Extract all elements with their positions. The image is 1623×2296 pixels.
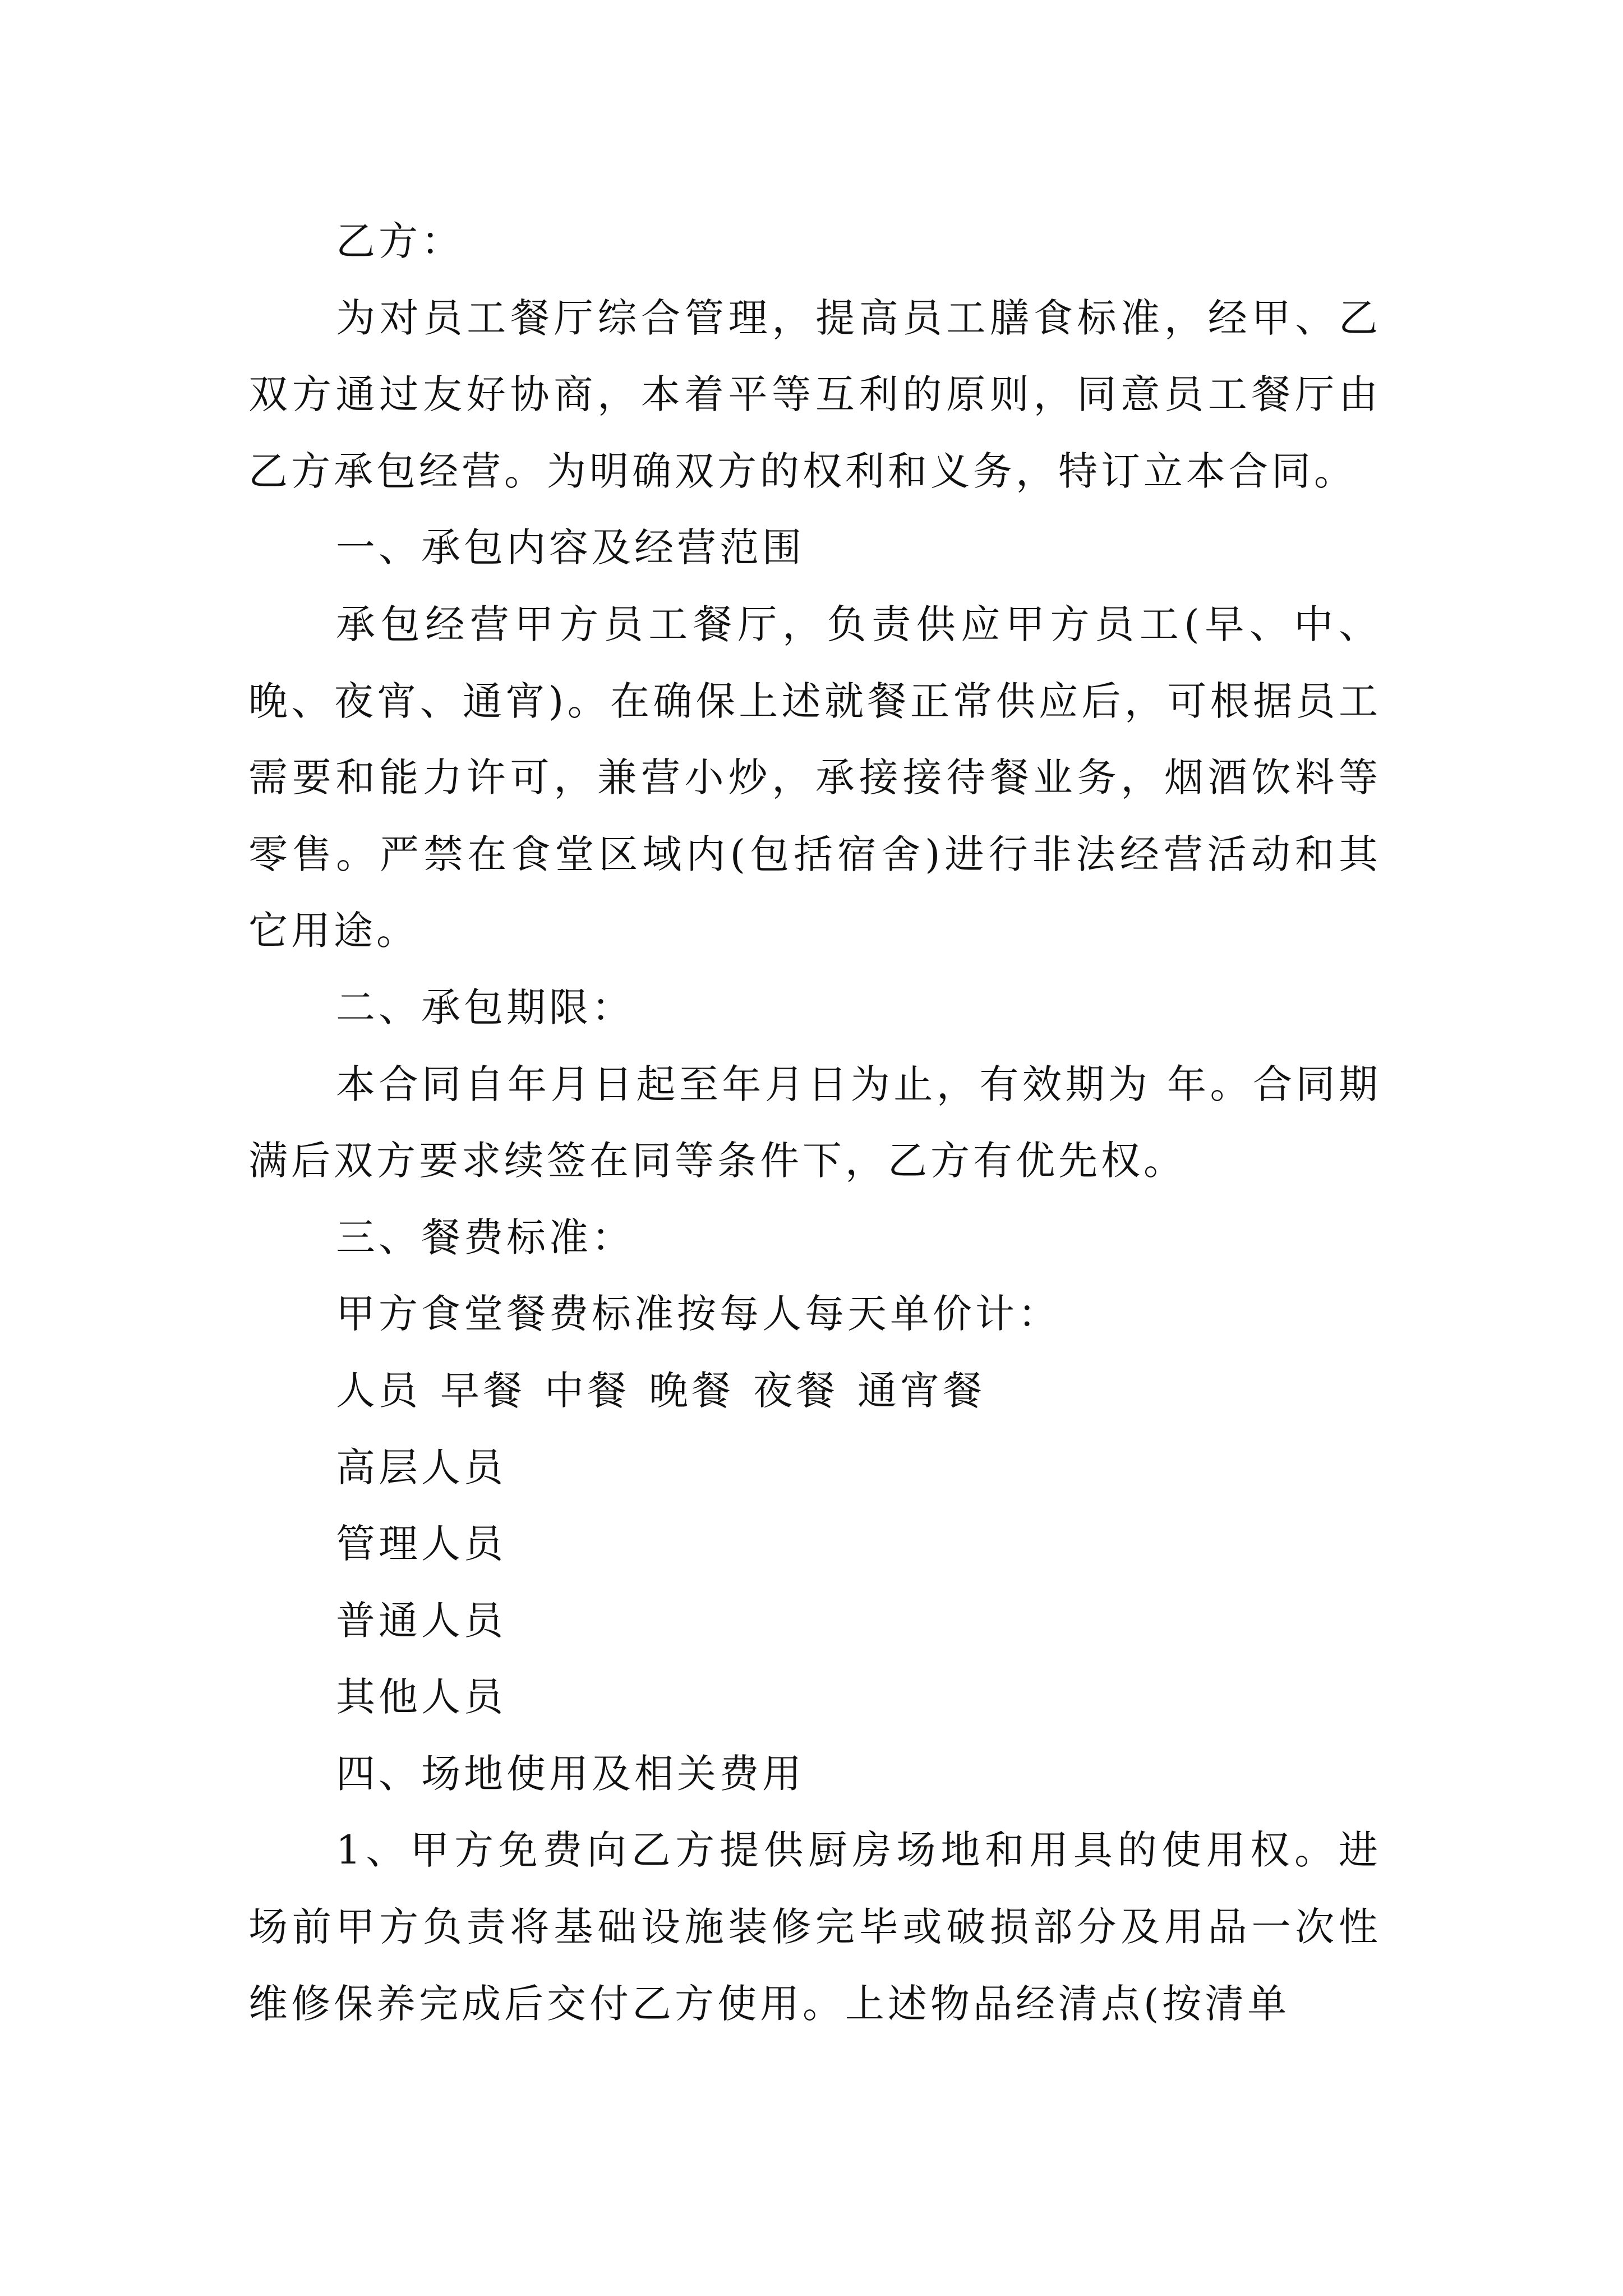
document-body: [248, 203, 1381, 2042]
meal-table-row: 管理人员: [336, 1521, 506, 1567]
meal-table-row: 其他人员: [336, 1674, 506, 1720]
meal-table-header-cell: 夜餐: [753, 1367, 838, 1414]
meal-table-row: 高层人员: [336, 1444, 506, 1490]
meal-table-header-cell: 中餐: [545, 1367, 630, 1414]
section-3-paragraph: 甲方食堂餐费标准按每人每天单价计：: [336, 1291, 1061, 1337]
meal-table-header-cell: 早餐: [440, 1367, 525, 1414]
section-2-paragraph: 本合同自年月日起至年月日为止，有效期为 年。合同期满后双方要求续签在同等条件下，乙方有优先权。: [248, 1061, 1381, 1184]
meal-table-header: [248, 1352, 1381, 1429]
section-1-heading: 一、承包内容及经营范围: [336, 524, 805, 571]
party-b-line: 乙方：: [336, 218, 464, 264]
meal-table-header-cell: 通宵餐: [857, 1367, 985, 1414]
meal-table-header-cell: 人员: [336, 1367, 421, 1414]
section-2-heading: 二、承包期限：: [336, 984, 634, 1030]
section-3-heading: 三、餐费标准：: [336, 1214, 634, 1260]
meal-table-header-cell: 晚餐: [649, 1367, 734, 1414]
section-4-item-1: 1、甲方免费向乙方提供厨房场地和用具的使用权。进场前甲方负责将基础设施装修完毕或破损部分及用品一次性维修保养完成后交付乙方使用。上述物品经清点(按清单: [248, 1827, 1381, 2027]
preamble-paragraph: 为对员工餐厅综合管理，提高员工膳食标准，经甲、乙双方通过友好协商，本着平等互利的原则，同意员工餐厅由乙方承包经营。为明确双方的权利和义务，特订立本合同。: [248, 295, 1381, 494]
section-4-heading: 四、场地使用及相关费用: [336, 1750, 805, 1797]
section-1-paragraph: 承包经营甲方员工餐厅，负责供应甲方员工(早、中、晚、夜宵、通宵)。在确保上述就餐正常供应后，可根据员工需要和能力许可，兼营小炒，承接接待餐业务，烟酒饮料等零售。严禁在食堂区域内(包括宿舍)进行非法经营活动和其它用途。: [248, 601, 1381, 954]
meal-table-row: 普通人员: [336, 1597, 506, 1644]
